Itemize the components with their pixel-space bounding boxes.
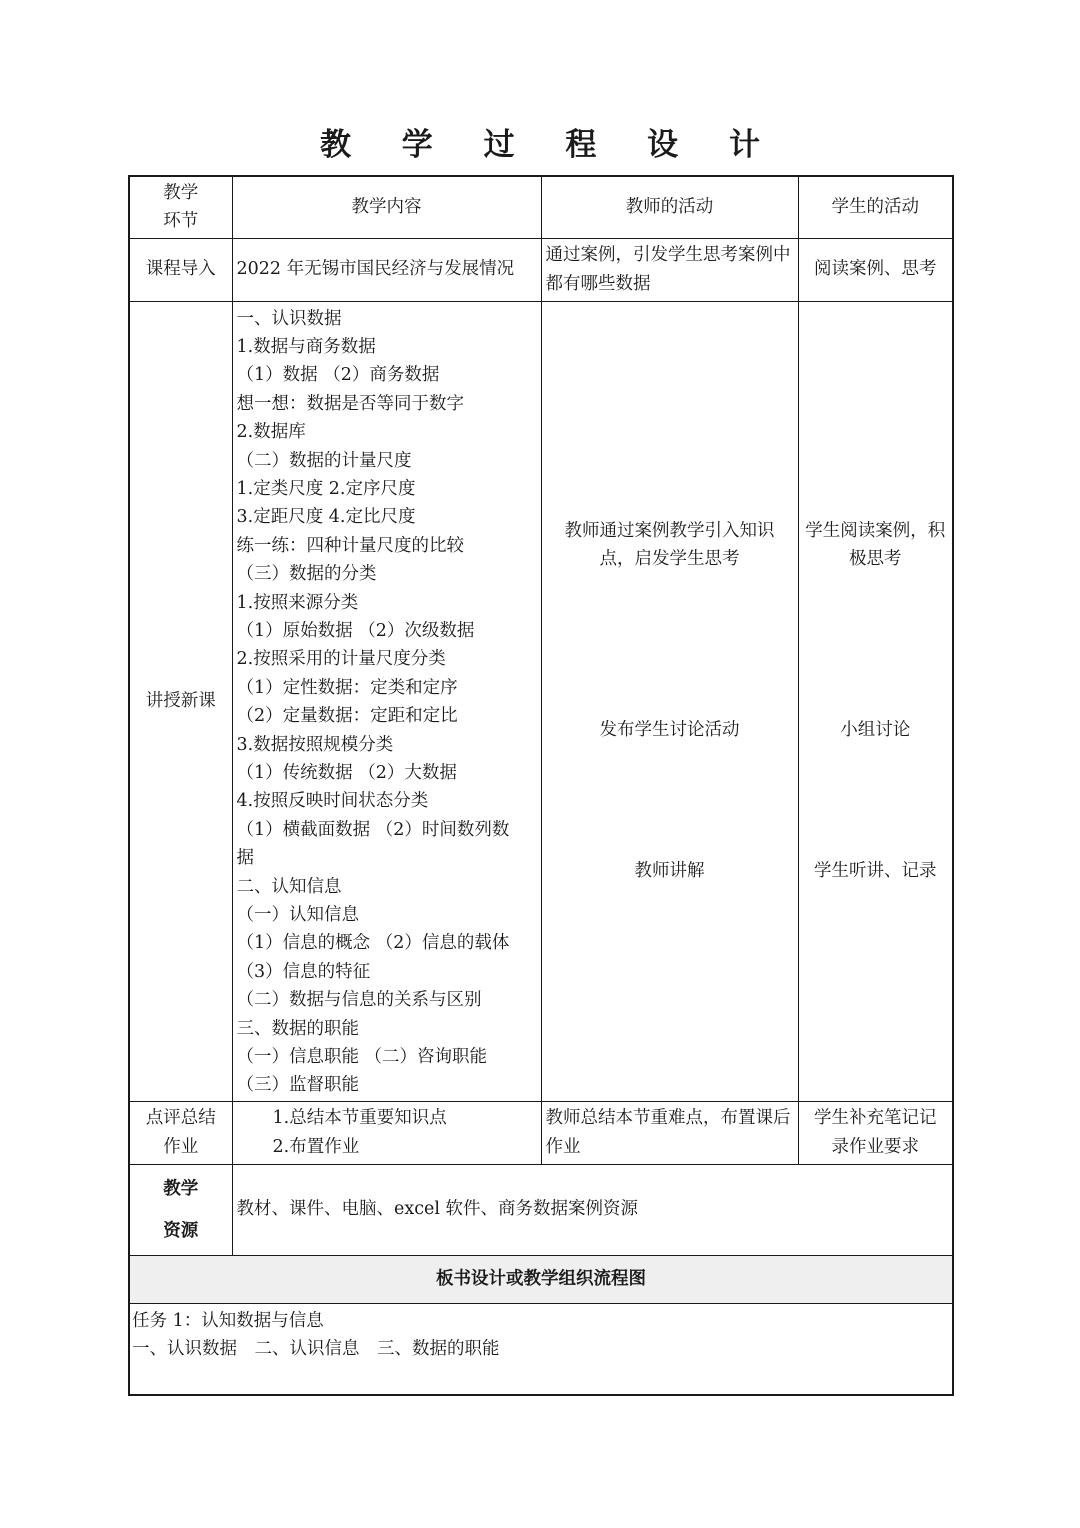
list-item: 3.定距尺度 4.定比尺度 [236, 507, 416, 528]
list-item: （三）数据的分类 [236, 564, 377, 585]
lecture-teacher-3: 教师讲解 [634, 860, 705, 881]
list-item: （1）信息的概念 （2）信息的载体 [236, 933, 510, 954]
resources-stage: 教学 资源 [129, 1164, 232, 1255]
lecture-student-3: 学生听讲、记录 [814, 860, 937, 881]
lecture-student [798, 301, 953, 1101]
list-item: （1）传统数据 （2）大数据 [236, 763, 457, 783]
list-item: （二）数据与信息的关系与区别 [236, 990, 482, 1011]
header-stage: 教学 环节 [129, 176, 232, 238]
list-item: （3）信息的特征 [236, 961, 371, 982]
lecture-teacher-1: 教师通过案例教学引入知识点，启发学生思考 [564, 520, 775, 569]
board-line-1: 任务 1：认知数据与信息 [132, 1310, 324, 1331]
lecture-student-1: 学生阅读案例，积极思考 [805, 520, 946, 569]
header-student: 学生的活动 [798, 176, 953, 238]
header-teacher: 教师的活动 [541, 176, 798, 238]
row-resources [129, 1164, 953, 1255]
row-summary [129, 1101, 953, 1164]
list-item: （三）监督职能 [236, 1075, 359, 1096]
summary-stage: 点评总结作业 [129, 1101, 232, 1164]
summary-student: 学生补充笔记记录作业要求 [798, 1101, 953, 1164]
list-item: 2.数据库 [236, 422, 306, 443]
row-board-header [129, 1255, 953, 1303]
list-item: 二、认知信息 [236, 876, 342, 897]
list-item: 1.定类尺度 2.定序尺度 [236, 478, 416, 499]
board-header: 板书设计或教学组织流程图 [129, 1255, 953, 1303]
list-item: 想一想：数据是否等同于数字 [236, 393, 464, 414]
summary-content [232, 1101, 541, 1164]
list-item: （二）数据的计量尺度 [236, 450, 412, 471]
list-item: （一）认知信息 [236, 905, 359, 926]
list-item: 三、数据的职能 [236, 1018, 359, 1039]
list-item: （一）信息职能 （二）咨询职能 [236, 1047, 488, 1068]
intro-stage: 课程导入 [129, 238, 232, 301]
page-title: 教 学 过 程 设 计 [320, 127, 780, 163]
lesson-design-table [128, 175, 954, 1396]
intro-teacher: 通过案例，引发学生思考案例中都有哪些数据 [541, 238, 798, 301]
list-item: 1.按照来源分类 [236, 592, 359, 613]
header-content: 教学内容 [232, 176, 541, 238]
summary-teacher: 教师总结本节重难点，布置课后作业 [541, 1101, 798, 1164]
lecture-student-2: 小组讨论 [840, 719, 911, 740]
board-line-2: 一、认识数据 二、认识信息 三、数据的职能 [132, 1338, 500, 1359]
intro-student: 阅读案例、思考 [798, 238, 953, 301]
list-item: （1）数据 （2）商务数据 [236, 365, 440, 386]
header-row [129, 176, 953, 238]
list-item: 2.布置作业 [272, 1136, 360, 1157]
list-item: 4.按照反映时间状态分类 [236, 791, 429, 812]
list-item: 一、认识数据 [236, 308, 342, 329]
board-content [129, 1303, 953, 1395]
intro-content: 2022 年无锡市国民经济与发展情况 [232, 238, 541, 301]
resources-content: 教材、课件、电脑、excel 软件、商务数据案例资源 [232, 1164, 953, 1255]
lecture-teacher-2: 发布学生讨论活动 [599, 719, 740, 740]
list-item: 据 [236, 848, 254, 869]
lecture-teacher [541, 301, 798, 1101]
list-item: 练一练：四种计量尺度的比较 [236, 535, 464, 556]
row-intro [129, 238, 953, 301]
lecture-content [232, 301, 541, 1101]
list-item: 3.数据按照规模分类 [236, 734, 394, 755]
list-item: （1）定性数据：定类和定序 [236, 677, 458, 698]
lecture-stage: 讲授新课 [129, 301, 232, 1101]
list-item: （2）定量数据：定距和定比 [236, 706, 458, 727]
list-item: 2.按照采用的计量尺度分类 [236, 649, 446, 670]
row-board [129, 1303, 953, 1395]
list-item: （1）横截面数据 （2）时间数列数 [236, 819, 510, 840]
list-item: 1.数据与商务数据 [236, 336, 376, 357]
row-lecture [129, 301, 953, 1101]
list-item: 1.总结本节重要知识点 [272, 1108, 447, 1129]
list-item: （1）原始数据 （2）次级数据 [236, 620, 475, 641]
